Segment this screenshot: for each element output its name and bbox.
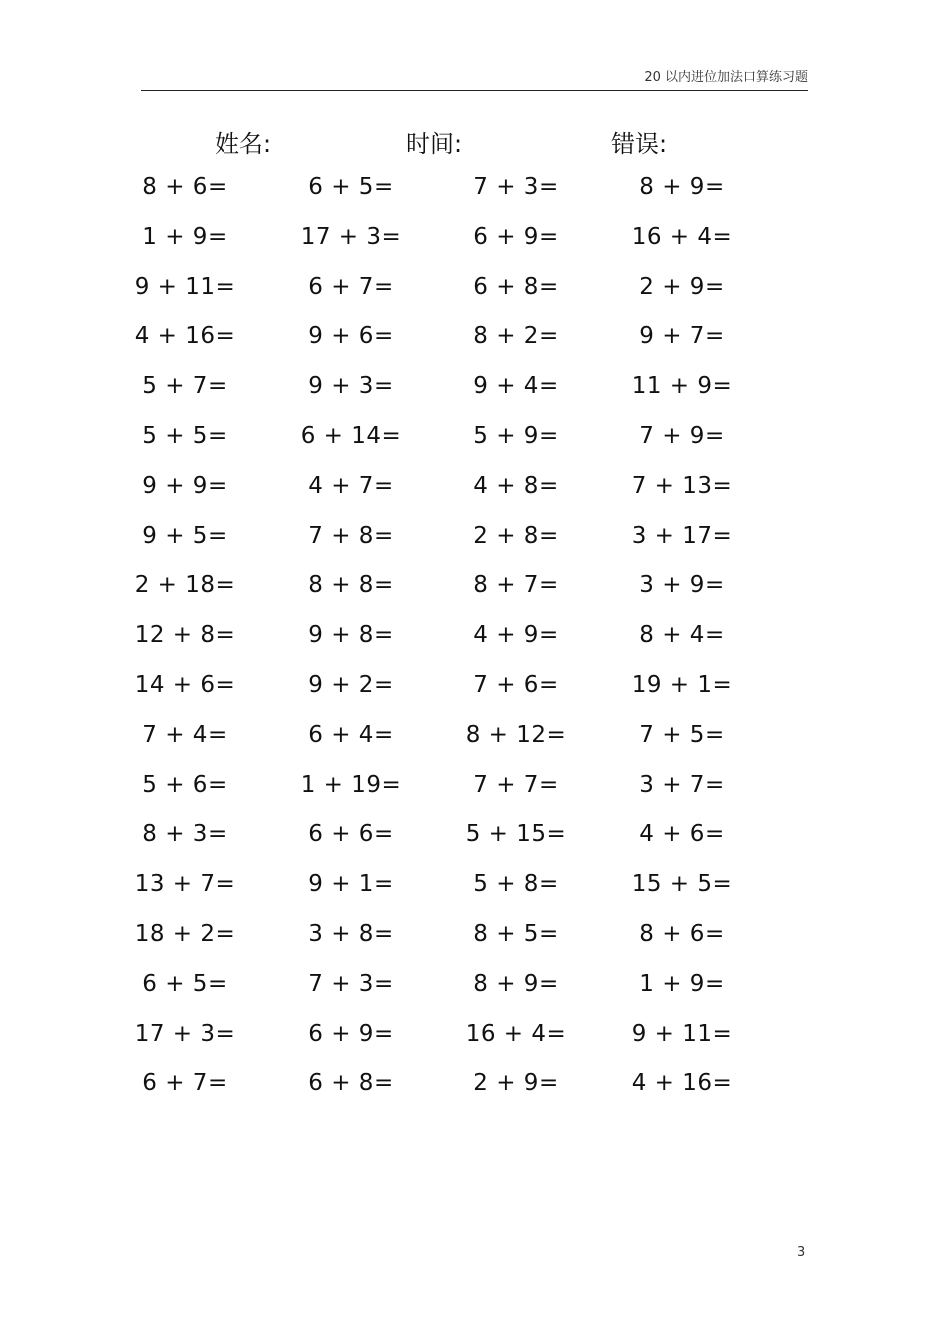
problem-item: 6 + 4= xyxy=(308,721,394,748)
header-title: 20 以内进位加法口算练习题 xyxy=(644,70,808,85)
problem-item: 2 + 9= xyxy=(639,273,725,300)
problem-item: 8 + 9= xyxy=(473,970,559,997)
problem-row xyxy=(0,373,950,423)
problem-item: 7 + 3= xyxy=(473,174,559,200)
problem-item: 9 + 5= xyxy=(142,522,228,549)
problem-row xyxy=(0,224,950,274)
problem-row xyxy=(0,921,950,971)
problem-item: 9 + 7= xyxy=(639,323,725,350)
problem-item: 4 + 9= xyxy=(473,622,559,649)
problem-item: 7 + 13= xyxy=(631,472,733,499)
problem-item: 6 + 7= xyxy=(308,273,394,300)
problem-item: 16 + 4= xyxy=(631,223,733,250)
problem-item: 6 + 6= xyxy=(308,821,394,848)
problem-item: 6 + 9= xyxy=(473,223,559,250)
problem-item: 16 + 4= xyxy=(465,1020,567,1047)
problem-row xyxy=(0,772,950,822)
problem-item: 9 + 4= xyxy=(473,373,559,400)
problem-item: 17 + 3= xyxy=(300,223,402,250)
problem-item: 8 + 5= xyxy=(473,920,559,947)
problem-item: 6 + 8= xyxy=(473,273,559,300)
problem-item: 7 + 6= xyxy=(473,671,559,698)
problem-item: 8 + 2= xyxy=(473,323,559,350)
problem-item: 8 + 9= xyxy=(639,174,725,200)
problem-row xyxy=(0,821,950,871)
problem-item: 5 + 15= xyxy=(465,821,567,848)
problem-item: 4 + 7= xyxy=(308,472,394,499)
problem-item: 8 + 7= xyxy=(473,572,559,599)
problem-row xyxy=(0,572,950,622)
problem-item: 18 + 2= xyxy=(134,920,236,947)
problem-item: 2 + 9= xyxy=(473,1070,559,1097)
problem-item: 6 + 7= xyxy=(142,1070,228,1097)
problem-item: 9 + 6= xyxy=(308,323,394,350)
problem-item: 8 + 12= xyxy=(465,721,567,748)
problem-grid xyxy=(0,174,950,1120)
problem-item: 5 + 9= xyxy=(473,422,559,449)
problem-row xyxy=(0,1070,950,1120)
problem-item: 9 + 11= xyxy=(134,273,236,300)
problem-row xyxy=(0,174,950,224)
problem-item: 5 + 6= xyxy=(142,771,228,798)
problem-item: 14 + 6= xyxy=(134,671,236,698)
problem-row xyxy=(0,423,950,473)
problem-item: 5 + 7= xyxy=(142,373,228,400)
problem-item: 4 + 8= xyxy=(473,472,559,499)
problem-item: 7 + 3= xyxy=(308,970,394,997)
problem-item: 8 + 3= xyxy=(142,821,228,848)
problem-item: 7 + 4= xyxy=(142,721,228,748)
problem-item: 3 + 17= xyxy=(631,522,733,549)
page-number: 3 xyxy=(797,1245,806,1260)
problem-item: 9 + 11= xyxy=(631,1020,733,1047)
problem-item: 7 + 7= xyxy=(473,771,559,798)
problem-item: 7 + 5= xyxy=(639,721,725,748)
problem-item: 6 + 8= xyxy=(308,1070,394,1097)
problem-row xyxy=(0,971,950,1021)
problem-item: 12 + 8= xyxy=(134,622,236,649)
problem-item: 7 + 9= xyxy=(639,422,725,449)
problem-item: 8 + 4= xyxy=(639,622,725,649)
problem-item: 5 + 8= xyxy=(473,871,559,898)
errors-label: 错误: xyxy=(611,130,668,158)
problem-item: 5 + 5= xyxy=(142,422,228,449)
problem-row xyxy=(0,274,950,324)
problem-item: 1 + 9= xyxy=(142,223,228,250)
problem-item: 6 + 5= xyxy=(142,970,228,997)
problem-item: 8 + 6= xyxy=(142,174,228,200)
problem-item: 9 + 1= xyxy=(308,871,394,898)
problem-item: 8 + 8= xyxy=(308,572,394,599)
problem-item: 19 + 1= xyxy=(631,671,733,698)
problem-row xyxy=(0,871,950,921)
problem-item: 1 + 19= xyxy=(300,771,402,798)
problem-item: 6 + 14= xyxy=(300,422,402,449)
problem-item: 2 + 8= xyxy=(473,522,559,549)
problem-item: 13 + 7= xyxy=(134,871,236,898)
page-header xyxy=(141,60,808,91)
problem-row xyxy=(0,622,950,672)
problem-item: 3 + 7= xyxy=(639,771,725,798)
student-info-row xyxy=(0,124,950,160)
problem-item: 6 + 9= xyxy=(308,1020,394,1047)
name-label: 姓名: xyxy=(215,130,272,158)
problem-item: 1 + 9= xyxy=(639,970,725,997)
problem-item: 8 + 6= xyxy=(639,920,725,947)
problem-row xyxy=(0,672,950,722)
problem-item: 17 + 3= xyxy=(134,1020,236,1047)
problem-item: 9 + 9= xyxy=(142,472,228,499)
problem-item: 11 + 9= xyxy=(631,373,733,400)
problem-row xyxy=(0,1021,950,1071)
problem-item: 9 + 3= xyxy=(308,373,394,400)
problem-item: 9 + 8= xyxy=(308,622,394,649)
problem-item: 4 + 16= xyxy=(134,323,236,350)
problem-item: 4 + 6= xyxy=(639,821,725,848)
problem-item: 9 + 2= xyxy=(308,671,394,698)
problem-item: 2 + 18= xyxy=(134,572,236,599)
problem-row xyxy=(0,323,950,373)
problem-item: 3 + 9= xyxy=(639,572,725,599)
problem-row xyxy=(0,473,950,523)
time-label: 时间: xyxy=(406,130,463,158)
problem-row xyxy=(0,722,950,772)
problem-row xyxy=(0,523,950,573)
problem-item: 7 + 8= xyxy=(308,522,394,549)
problem-item: 15 + 5= xyxy=(631,871,733,898)
problem-item: 4 + 16= xyxy=(631,1070,733,1097)
problem-item: 3 + 8= xyxy=(308,920,394,947)
problem-item: 6 + 5= xyxy=(308,174,394,200)
